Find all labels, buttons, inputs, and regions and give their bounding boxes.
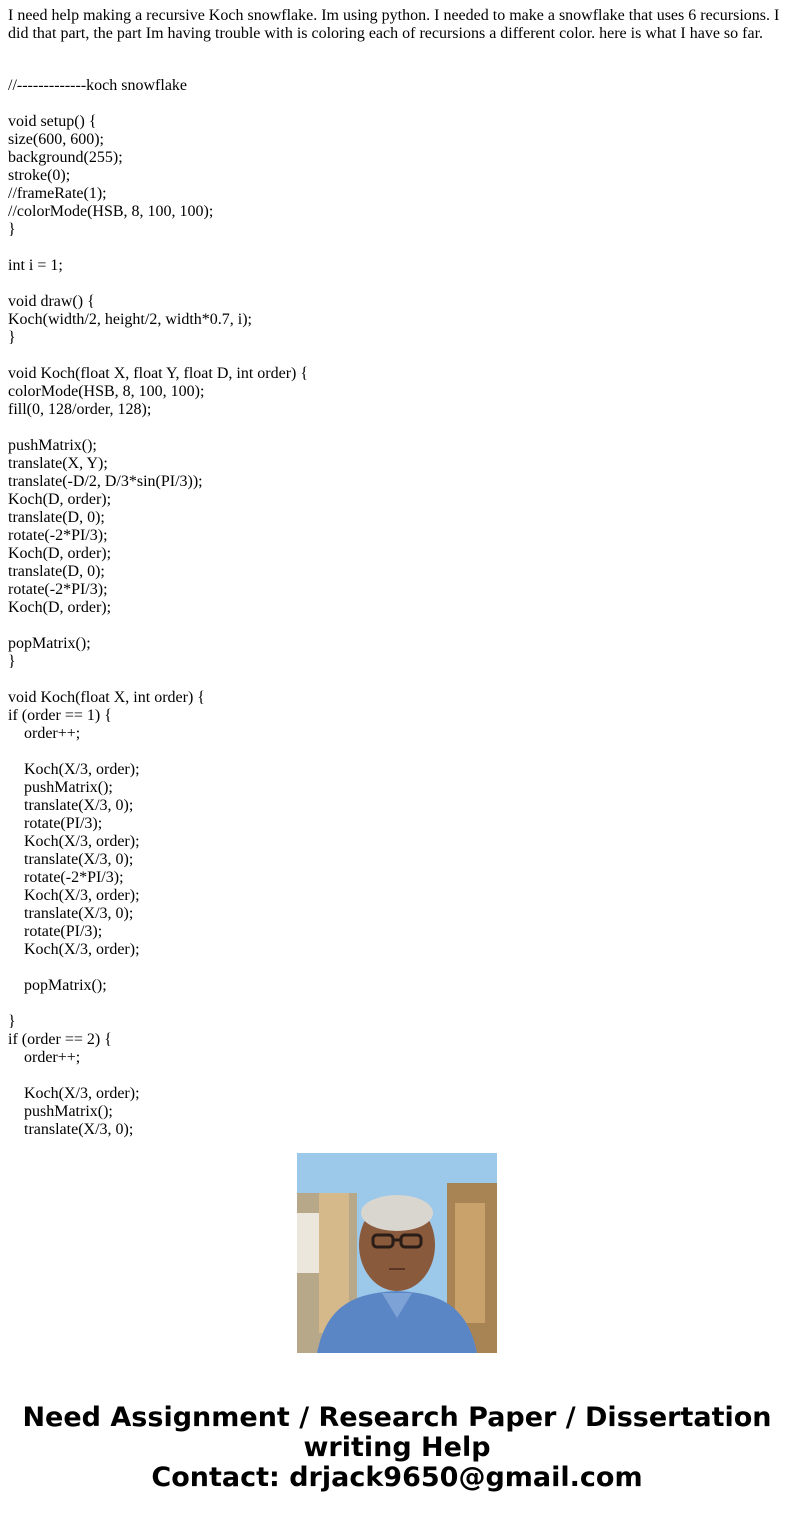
code-line: Koch(X/3, order);: [8, 1085, 140, 1102]
code-line: rotate(-2*PI/3);: [8, 527, 108, 544]
promo-line-1: Need Assignment / Research Paper / Dissertation: [22, 1402, 772, 1433]
code-line: Koch(X/3, order);: [8, 887, 140, 904]
code-line: size(600, 600);: [8, 131, 104, 148]
code-line: translate(X, Y);: [8, 455, 108, 472]
code-line: Koch(X/3, order);: [8, 833, 140, 850]
code-line: stroke(0);: [8, 167, 71, 184]
code-line: translate(D, 0);: [8, 509, 105, 526]
promo-banner: [0, 1403, 794, 1493]
code-line: translate(D, 0);: [8, 563, 105, 580]
author-avatar: [297, 1153, 497, 1353]
code-line: Koch(D, order);: [8, 545, 112, 562]
code-line: }: [8, 221, 16, 238]
code-line: int i = 1;: [8, 257, 63, 274]
code-snippet: [8, 77, 786, 1138]
code-line: void Koch(float X, int order) {: [8, 689, 205, 706]
code-block: [8, 77, 786, 1139]
code-line: rotate(-2*PI/3);: [8, 869, 124, 886]
code-line: background(255);: [8, 149, 123, 166]
person-photo-icon: [297, 1153, 497, 1353]
code-line: Koch(D, order);: [8, 599, 112, 616]
code-line: }: [8, 329, 16, 346]
code-line: pushMatrix();: [8, 779, 113, 796]
code-line: void Koch(float X, float Y, float D, int order) {: [8, 365, 309, 382]
code-line: rotate(PI/3);: [8, 923, 103, 940]
code-line: fill(0, 128/order, 128);: [8, 401, 152, 418]
code-line: colorMode(HSB, 8, 100, 100);: [8, 383, 205, 400]
code-line: translate(X/3, 0);: [8, 797, 134, 814]
code-line: order++;: [8, 1049, 81, 1066]
code-line: rotate(PI/3);: [8, 815, 103, 832]
code-line: pushMatrix();: [8, 1103, 113, 1120]
code-line: //frameRate(1);: [8, 185, 107, 202]
code-line: translate(-D/2, D/3*sin(PI/3));: [8, 473, 203, 490]
code-line: }: [8, 1013, 16, 1030]
code-line: translate(X/3, 0);: [8, 905, 134, 922]
code-line: //-------------koch snowflake: [8, 77, 188, 94]
code-line: rotate(-2*PI/3);: [8, 581, 108, 598]
code-line: Koch(D, order);: [8, 491, 112, 508]
question-text: I need help making a recursive Koch snowflake. Im using python. I needed to make a snowflake that uses 6 recursions. I did that part, the part Im having trouble with is coloring each of recursions a different color. here is what I have so far.: [8, 7, 780, 42]
code-line: pushMatrix();: [8, 437, 97, 454]
code-line: translate(X/3, 0);: [8, 1121, 134, 1138]
code-line: //colorMode(HSB, 8, 100, 100);: [8, 203, 214, 220]
code-line: Koch(X/3, order);: [8, 761, 140, 778]
code-line: void setup() {: [8, 113, 97, 130]
code-line: order++;: [8, 725, 81, 742]
promo-line-2: writing Help: [303, 1432, 491, 1463]
code-line: Koch(X/3, order);: [8, 941, 140, 958]
code-line: void draw() {: [8, 293, 95, 310]
code-line: if (order == 1) {: [8, 707, 112, 724]
code-line: Koch(width/2, height/2, width*0.7, i);: [8, 311, 252, 328]
code-line: }: [8, 653, 16, 670]
promo-contact: Contact: drjack9650@gmail.com: [151, 1462, 643, 1493]
code-line: translate(X/3, 0);: [8, 851, 134, 868]
code-line: popMatrix();: [8, 635, 91, 652]
code-line: if (order == 2) {: [8, 1031, 112, 1048]
code-line: popMatrix();: [8, 977, 107, 994]
